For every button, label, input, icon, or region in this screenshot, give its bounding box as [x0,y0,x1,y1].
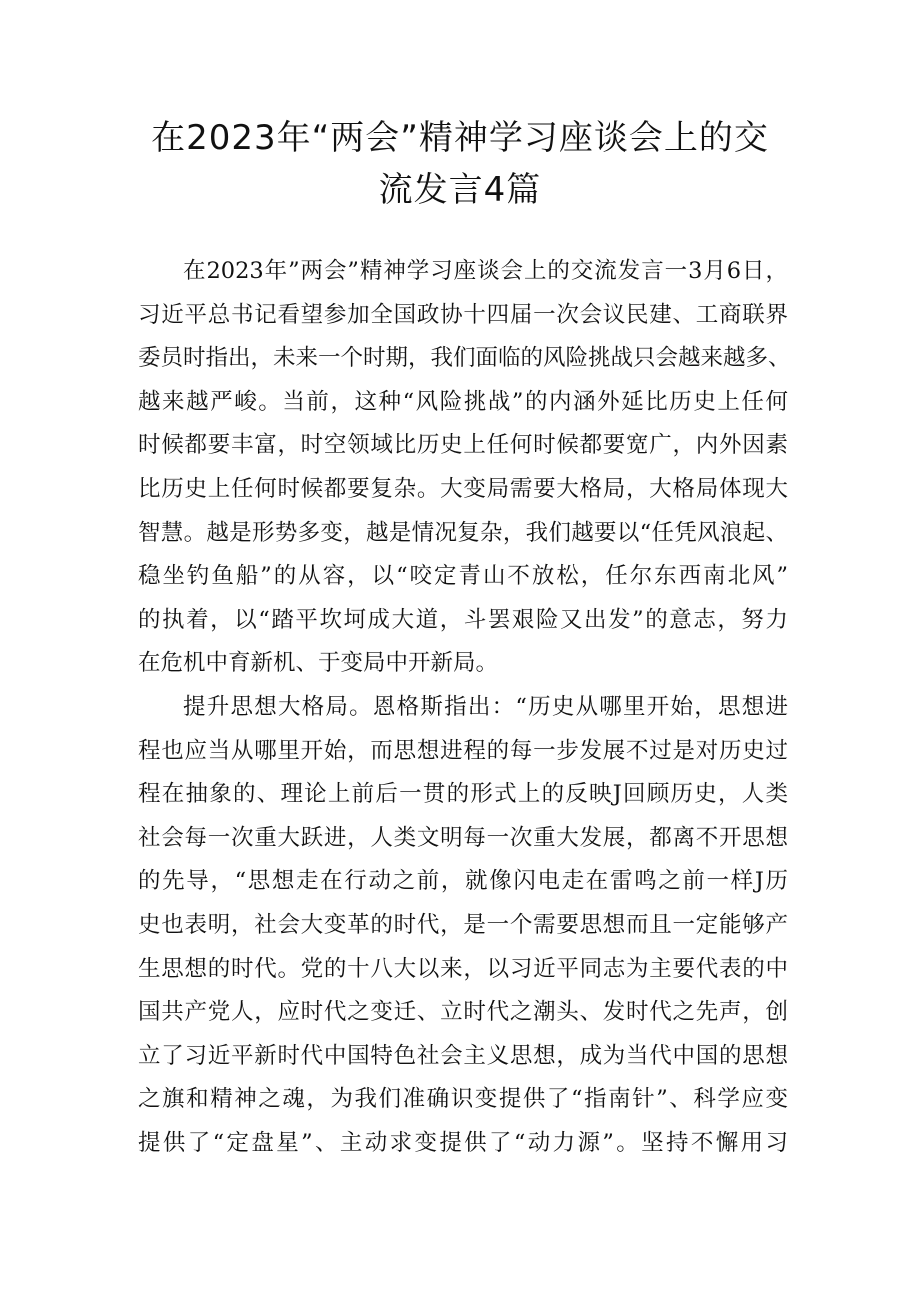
paragraph-line: 立了习近平新时代中国特色社会主义思想，成为当代中国的思想 [138,1042,788,1069]
paragraph-2 [138,686,788,1166]
title-line: 流发言4篇 [378,170,542,210]
document-body [138,250,791,1165]
paragraph-line: 稳坐钓鱼船”的从容，以“咬定青山不放松，任尔东西南北风” [138,563,788,590]
paragraph-line: 的先导，“思想走在行动之前，就像闪电走在雷鸣之前一样J历 [138,868,788,895]
title-line: 在2023年“两会”精神学习座谈会上的交 [151,118,769,158]
document-title [100,112,820,216]
paragraph-line: 习近平总书记看望参加全国政协十四届一次会议民建、工商联界 [138,301,788,328]
paragraph-1 [138,250,791,686]
paragraph-line: 之旗和精神之魂，为我们准确识变提供了“指南针”、科学应变 [138,1086,788,1113]
paragraph-line: 生思想的时代。党的十八大以来，以习近平同志为主要代表的中 [138,955,788,982]
paragraph-line: 程也应当从哪里开始，而思想进程的每一步发展不过是对历史过 [138,737,788,764]
paragraph-line: 时候都要丰富，时空领域比历史上任何时候都要宽广，内外因素 [138,432,788,459]
paragraph-line: 越来越严峻。当前，这种“风险挑战”的内涵外延比历史上任何 [138,388,788,415]
paragraph-line: 程在抽象的、理论上前后一贯的形式上的反映J回顾历史，人类 [138,781,788,808]
paragraph-line: 在危机中育新机、于变局中开新局。 [138,650,499,677]
paragraph-line: 委员时指出，未来一个时期，我们面临的风险挑战只会越来越多、 [138,345,791,372]
paragraph-line: 比历史上任何时候都要复杂。大变局需要大格局，大格局体现大 [138,475,788,502]
paragraph-line: 提供了“定盘星”、主动求变提供了“动力源”。坚持不懈用习 [138,1129,788,1156]
paragraph-line: 社会每一次重大跃进，人类文明每一次重大发展，都离不开思想 [138,824,788,851]
paragraph-line: 国共产党人，应时代之变迁、立时代之潮头、发时代之先声，创 [138,999,788,1026]
paragraph-line: 在2023年”两会”精神学习座谈会上的交流发言一3月6日， [183,258,788,284]
paragraph-line: 的执着，以“踏平坎坷成大道，斗罢艰险又出发”的意志，努力 [138,606,788,633]
paragraph-line: 智慧。越是形势多变，越是情况复杂，我们越要以“任凭风浪起、 [138,519,788,546]
paragraph-line: 提升思想大格局。恩格斯指出：“历史从哪里开始，思想进 [183,693,788,720]
paragraph-line: 史也表明，社会大变革的时代，是一个需要思想而且一定能够产 [138,911,788,938]
